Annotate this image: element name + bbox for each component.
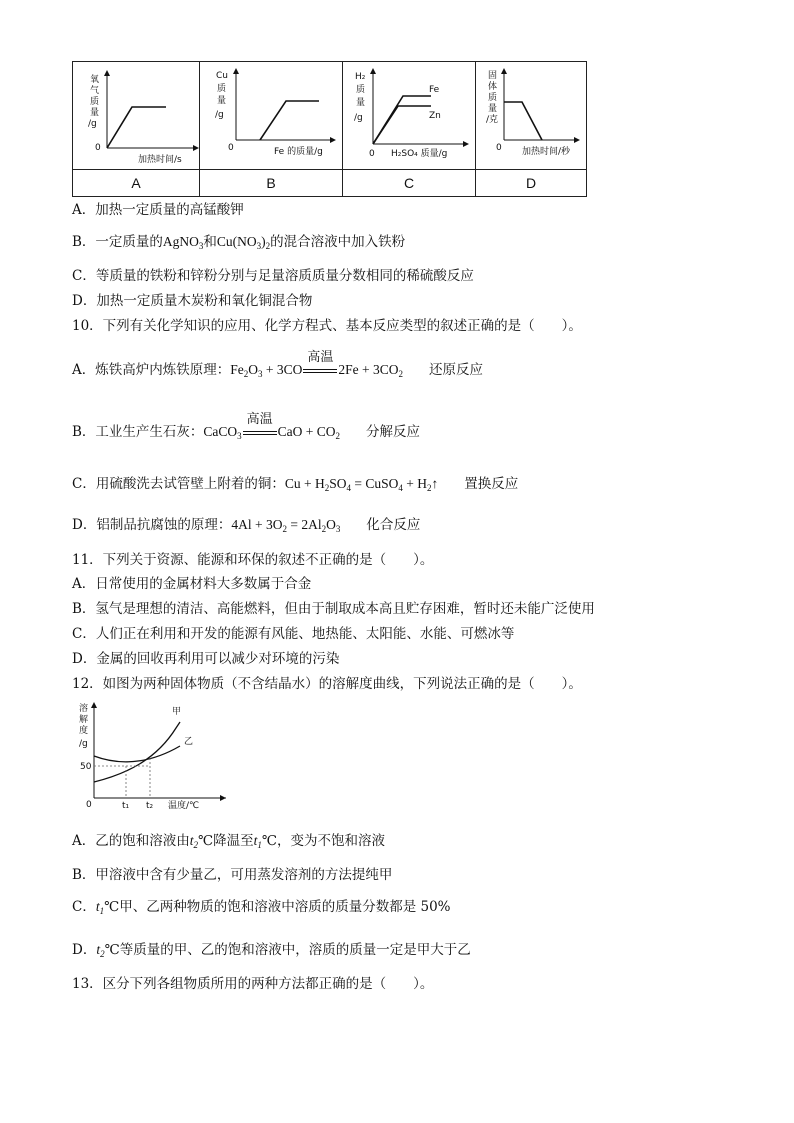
q11-option-c: C．人们正在利用和开发的能源有风能、地热能、太阳能、水能、可燃冰等 — [72, 626, 515, 642]
q12-d-t-sub: 2 — [100, 949, 105, 959]
graph-a-xlabel: 加热时间/s — [138, 155, 182, 165]
graph-label-a: A — [73, 170, 200, 197]
graph-cell-a — [73, 62, 200, 170]
q12-a-mid: ℃降温至 — [198, 833, 254, 849]
q12-c-t-text: t — [95, 899, 100, 914]
graph-b-ylabel-1: Cu — [216, 71, 228, 81]
q10-d-equation: $4Al + 3O_2 = 2Al_2O_3$ — [231, 517, 341, 534]
q9-b-sub2: 3 — [256, 241, 262, 251]
graph-a-origin: 0 — [95, 143, 101, 153]
sol-origin: 0 — [86, 800, 92, 810]
graph-b-ylabel-4: /g — [215, 110, 224, 120]
sol-label-jia: 甲 — [172, 707, 182, 717]
graph-cell-b — [200, 62, 343, 170]
graph-a — [73, 62, 199, 169]
q9-option-a: A．加热一定质量的高锰酸钾 — [72, 202, 244, 218]
sol-ylabel-2: 解 — [79, 715, 89, 725]
graph-c-line-zn — [373, 106, 431, 144]
q12-c-t-sub: 1 — [99, 906, 105, 916]
graph-c-ylabel-4: /g — [354, 113, 363, 123]
q12-a-t1-sub: 1 — [257, 840, 262, 850]
graph-c-origin: 0 — [369, 149, 375, 159]
q9-b-sub3: 2 — [265, 241, 271, 251]
q10-d-pre: D．铝制品抗腐蚀的原理： — [72, 517, 232, 533]
q9-b-sub1: 3 — [198, 241, 204, 251]
graph-c-ylabel-3: 量 — [356, 98, 366, 108]
q10-b-equation: CaCO$_3$ 高温 CaO + $CO_2$ — [203, 410, 341, 441]
q11-option-b: B．氢气是理想的清洁、高能燃料，但由于制取成本高且贮存困难，暂时还未能广泛使用 — [72, 601, 595, 617]
q9-b-chem1-text: AgNO — [162, 234, 199, 249]
q10-option-b — [72, 410, 421, 445]
graph-a-ylabel-1: 氧 — [90, 75, 100, 85]
sol-xtick-t1: t₁ — [122, 801, 130, 811]
graph-c-label-fe: Fe — [429, 85, 440, 95]
graph-a-ylabel-4: 量 — [90, 108, 100, 118]
sol-xlabel: 温度/℃ — [168, 801, 200, 811]
q12-option-d — [72, 941, 471, 963]
graph-d — [476, 62, 586, 169]
q9-b-chem2-end: ) — [261, 234, 266, 249]
graph-d-ylabel-1: 固 — [488, 71, 498, 81]
q12-d-t2 — [96, 942, 104, 957]
q12-a-t2-text: t — [189, 833, 194, 848]
graph-c-line-fe — [373, 96, 431, 144]
graph-label-b: B — [200, 170, 343, 197]
q12-a-pre: A．乙的饱和溶液由 — [72, 833, 190, 849]
graph-cell-c — [343, 62, 476, 170]
q10-c-equation: $Cu + H_2SO_4$ = CuSO$_4$ + $H_2↑$ — [284, 476, 439, 493]
q12-c-t1 — [96, 899, 104, 914]
q10-option-c — [72, 475, 518, 497]
q9-option-d: D．加热一定质量木炭粉和氧化铜混合物 — [72, 293, 313, 309]
graph-a-ylabel-5: /g — [88, 119, 97, 129]
q12-option-c — [72, 898, 451, 920]
graph-d-ylabel-5: /克 — [486, 115, 499, 125]
graph-c-label-zn: Zn — [429, 111, 441, 121]
graph-cell-d — [476, 62, 587, 170]
q10-b-arrow — [243, 410, 277, 440]
graph-c-ylabel-1: H₂ — [355, 72, 366, 82]
q9-b-chem1 — [163, 234, 204, 249]
q11-option-a: A．日常使用的金属材料大多数属于合金 — [72, 576, 312, 592]
graph-d-ylabel-4: 量 — [488, 104, 498, 114]
q10-stem: 10．下列有关化学知识的应用、化学方程式、基本反应类型的叙述正确的是（ ）。 — [72, 318, 582, 334]
q10-a-pre: A．炼铁高炉内炼铁原理： — [72, 362, 231, 378]
graph-d-origin: 0 — [496, 143, 502, 153]
q13-stem: 13．区分下列各组物质所用的两种方法都正确的是（ ）。 — [72, 976, 434, 992]
q9-option-b — [72, 233, 405, 255]
q10-c-pre: C．用硫酸洗去试管壁上附着的铜： — [72, 476, 285, 492]
q10-d-type: 化合反应 — [366, 517, 421, 533]
sol-ylabel-1: 溶 — [79, 704, 89, 714]
graph-d-ylabel-2: 体 — [488, 82, 498, 92]
q10-a-arrow — [303, 348, 337, 378]
q9-b-post: 的混合溶液中加入铁粉 — [270, 234, 406, 250]
q10-a-type: 还原反应 — [429, 362, 483, 378]
q12-a-t1 — [254, 833, 262, 848]
graph-b-curve — [260, 101, 319, 140]
graph-c-ylabel-2: 质 — [356, 85, 366, 95]
q10-a-equation: $Fe_2O_3 + 3CO$ 高温 $2Fe + 3CO_2$ — [230, 348, 403, 379]
graph-b-xlabel: Fe 的质量/g — [274, 147, 323, 157]
graph-b-origin: 0 — [228, 143, 234, 153]
solubility-curve-yi — [94, 746, 180, 762]
q10-b-type: 分解反应 — [366, 424, 421, 440]
q11-stem: 11．下列关于资源、能源和环保的叙述不正确的是（ ）。 — [72, 552, 434, 568]
q9-b-chem2-text: Cu(NO — [216, 234, 257, 249]
q12-option-b: B．甲溶液中含有少量乙，可用蒸发溶剂的方法提纯甲 — [72, 867, 393, 883]
graph-label-d: D — [476, 170, 587, 197]
q12-a-t1-text: t — [253, 833, 258, 848]
graph-b — [200, 62, 342, 169]
q10-option-a — [72, 348, 483, 383]
q12-d-post: ℃等质量的甲、乙的饱和溶液中，溶质的质量一定是甲大于乙 — [104, 942, 471, 958]
graph-label-c: C — [343, 170, 476, 197]
graph-c — [343, 62, 475, 169]
q12-a-t2-sub: 2 — [193, 840, 199, 850]
q9-option-c: C．等质量的铁粉和锌粉分别与足量溶质质量分数相同的稀硫酸反应 — [72, 268, 474, 284]
q12-a-t2 — [190, 833, 198, 848]
graph-b-ylabel-3: 量 — [217, 96, 227, 106]
graph-d-curve — [504, 102, 542, 140]
q10-b-pre: B．工业生产生石灰： — [72, 424, 204, 440]
graph-a-ylabel-2: 气 — [90, 86, 100, 96]
q9-b-mid: 和 — [203, 234, 217, 250]
graph-d-xlabel: 加热时间/秒 — [522, 147, 571, 157]
sol-ytick-50: 50 — [80, 762, 92, 772]
q9-b-pre: B．一定质量的 — [72, 234, 163, 250]
solubility-chart — [76, 700, 228, 812]
graph-a-curve — [107, 107, 166, 148]
sol-xtick-t2: t₂ — [146, 801, 154, 811]
q10-option-d — [72, 516, 420, 538]
q10-b-cond: 高温 — [246, 410, 273, 426]
graph-b-ylabel-2: 质 — [217, 84, 227, 94]
q9-graph-table — [72, 61, 587, 197]
q12-c-pre: C． — [72, 899, 96, 915]
q12-stem: 12．如图为两种固体物质（不含结晶水）的溶解度曲线，下列说法正确的是（ ）。 — [72, 676, 582, 692]
q9-b-chem2 — [217, 234, 270, 249]
q10-a-cond: 高温 — [307, 348, 334, 364]
q12-a-post: ℃，变为不饱和溶液 — [261, 833, 385, 849]
sol-ylabel-3: 度 — [79, 726, 89, 736]
graph-a-ylabel-3: 质 — [90, 97, 100, 107]
graph-d-ylabel-3: 质 — [488, 93, 498, 103]
q11-option-d: D．金属的回收再利用可以减少对环境的污染 — [72, 651, 340, 667]
q12-d-t-text: t — [96, 942, 101, 957]
q12-d-pre: D． — [72, 942, 97, 958]
sol-ylabel-4: /g — [79, 739, 88, 749]
graph-c-xlabel: H₂SO₄ 质量/g — [391, 149, 448, 159]
sol-label-yi: 乙 — [184, 737, 194, 747]
q12-c-post: ℃甲、乙两种物质的饱和溶液中溶质的质量分数都是 50% — [104, 899, 451, 915]
q10-c-type: 置换反应 — [464, 476, 519, 492]
q12-option-a — [72, 832, 385, 854]
